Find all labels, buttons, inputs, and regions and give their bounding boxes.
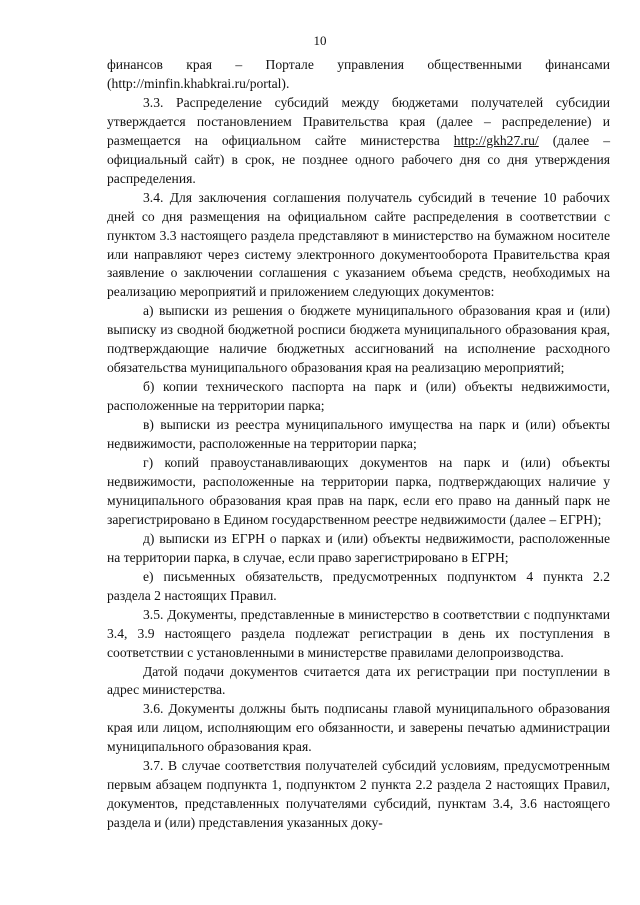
list-item-d: д) выписки из ЕГРН о парках и (или) объекты недвижимости, расположенные на территории парка, в случае, если право зарегистрировано в ЕГРН;	[107, 530, 610, 565]
list-item-v: в) выписки из реестра муниципального имущества на парк и (или) объекты недвижимости, расположенные на территории парка;	[107, 417, 610, 452]
official-site-link[interactable]: http://gkh27.ru/	[453, 132, 539, 148]
paragraph-3-3	[107, 94, 610, 189]
paragraph-3-3-text-after: (далее – официальный сайт) в срок, не позднее одного рабочего дня со дня утверждения распределения.	[107, 132, 610, 186]
paragraph-3-3-text-before: 3.3. Распределение субсидий между бюджетами получателей субсидии утверждается постановлением Правительства края (далее – распределение) и размещается на официальном сайте министерства	[107, 94, 610, 148]
list-item-e: е) письменных обязательств, предусмотренных подпунктом 4 пункта 2.2 раздела 2 настоящих Правил.	[107, 568, 610, 603]
document-body	[107, 56, 610, 833]
paragraph-continuation: финансов края – Портале управления общественными финансами (http://minfin.khabkrai.ru/portal).	[107, 57, 610, 91]
paragraph-submission-date: Датой подачи документов считается дата их регистрации при поступлении в адрес министерства.	[107, 663, 610, 698]
paragraph-3-4: 3.4. Для заключения соглашения получатель субсидий в течение 10 рабочих дней со дня размещения на официальном сайте распределения в соответствии с пунктом 3.3 настоящего раздела представляют в министерство на бумажном носителе или направляют через систему электронного документооборота Правительства края заявление о заключении соглашения с указанием объема средств, необходимых на реализацию мероприятий и приложением следующих документов:	[107, 189, 610, 300]
list-item-g: г) копий правоустанавливающих документов на парк и (или) объекты недвижимости, расположенные на территории парка, подтверждающих наличие у муниципального образования края прав на парк, если его право на данный парк не зарегистрировано в Едином государственном реестре недвижимости (далее – ЕГРН);	[107, 455, 610, 527]
paragraph-3-7: 3.7. В случае соответствия получателей субсидий условиям, предусмотренным первым абзацем подпункта 1, подпунктом 2 пункта 2.2 раздела 2 настоящих Правил, документов, представленных получателями субсидий, пунктам 3.4, 3.6 настоящего раздела и (или) представления указанных доку-	[107, 758, 610, 831]
paragraph-3-5: 3.5. Документы, представленные в министерство в соответствии с подпунктами 3.4, 3.9 настоящего раздела подлежат регистрации в день их поступления в соответствии с установленными в министерстве правилами делопроизводства.	[107, 606, 610, 660]
list-item-a: а) выписки из решения о бюджете муниципального образования края и (или) выписку из сводной бюджетной росписи бюджета муниципального образования края, подтверждающие наличие бюджетных ассигнований на исполнение расходного обязательства муниципального образования края на реализацию мероприятий;	[107, 303, 610, 376]
list-item-b: б) копии технического паспорта на парк и (или) объекты недвижимости, расположенные на территории парка;	[107, 379, 610, 414]
paragraph-3-6: 3.6. Документы должны быть подписаны главой муниципального образования края или лицом, исполняющим его обязанности, и заверены печатью администрации муниципального образования края.	[107, 701, 610, 755]
page-number: 10	[313, 33, 327, 48]
